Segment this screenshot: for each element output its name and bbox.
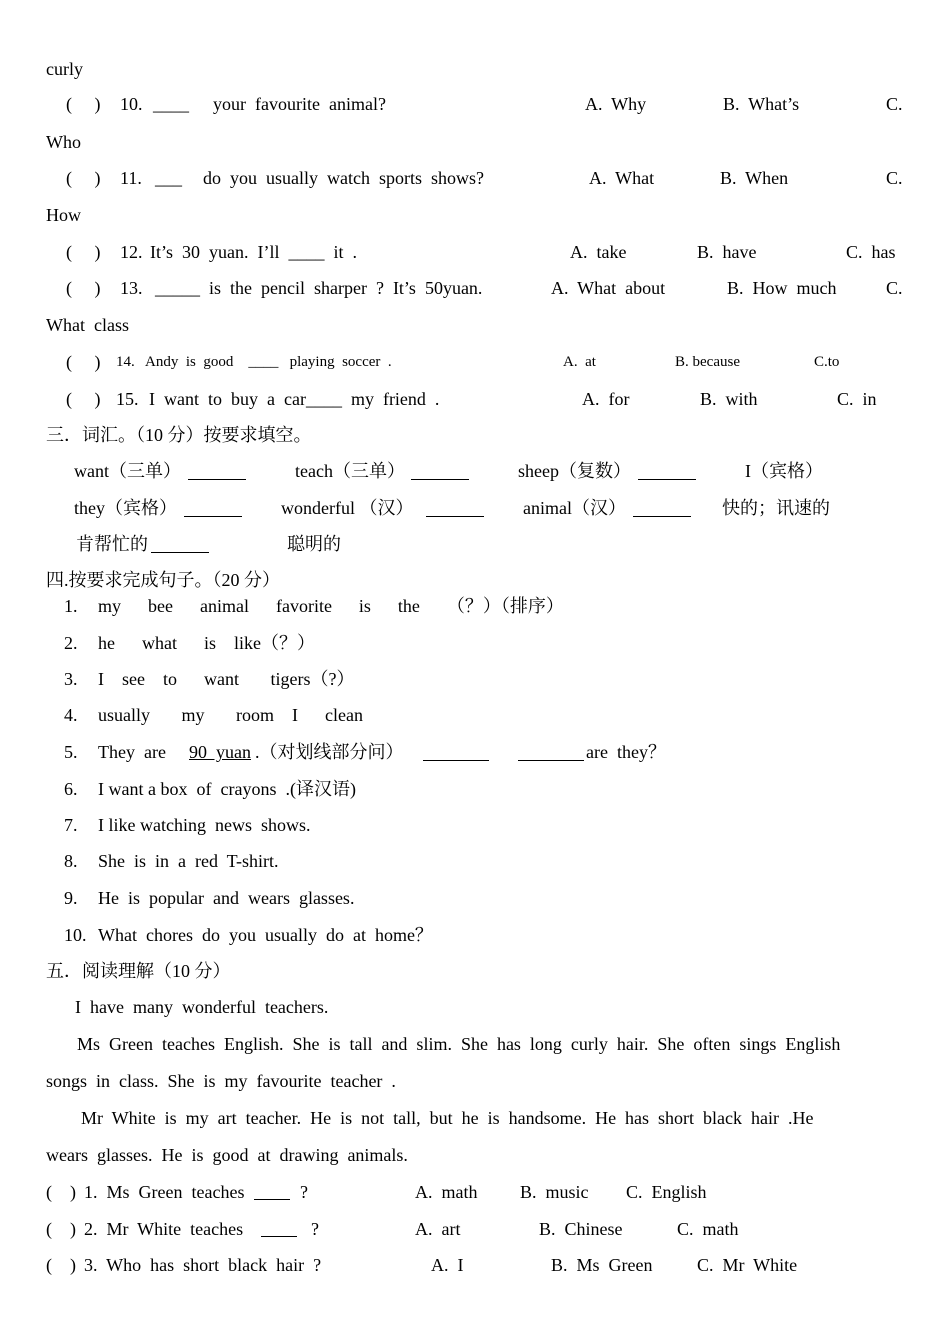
vocab-answer-blank[interactable]	[426, 516, 484, 517]
option-b: B. What’s	[723, 94, 800, 114]
answer-blank[interactable]	[254, 1199, 290, 1200]
option-c: C.	[886, 278, 903, 298]
option-a: A. math	[415, 1182, 478, 1202]
sentence-number: 1.	[64, 596, 78, 616]
option-a: A. I	[431, 1255, 464, 1275]
vocab-item: I（宾格）	[745, 461, 823, 481]
vocab-item: teach（三单）	[295, 461, 405, 481]
section-heading-reading: 五．阅读理解（10 分）	[46, 961, 231, 981]
vocab-item: 聪明的	[287, 534, 341, 554]
question-number: 15.	[116, 389, 139, 409]
underlined-part: 90 yuan	[189, 742, 251, 762]
answer-paren[interactable]: ( )	[66, 278, 101, 298]
vocab-answer-blank[interactable]	[638, 479, 696, 480]
answer-paren[interactable]: ( )	[66, 242, 101, 262]
passage-line: Mr White is my art teacher. He is not tall, but he is handsome. He has short black hair .He	[81, 1108, 814, 1128]
vocab-answer-blank[interactable]	[151, 552, 209, 553]
passage-line: Ms Green teaches English. She is tall and slim. She has long curly hair. She often sings English	[77, 1034, 841, 1054]
answer-paren[interactable]: ( )	[66, 389, 101, 409]
sentence-number: 9.	[64, 888, 78, 908]
sentence-number: 4.	[64, 705, 78, 725]
option-b: B. because	[675, 354, 740, 370]
question-blank: ___	[155, 168, 182, 188]
sentence-text: I want a box of crayons .(译汉语)	[98, 779, 356, 799]
vocab-answer-blank[interactable]	[184, 516, 242, 517]
question-end: ?	[311, 1219, 319, 1239]
answer-paren[interactable]: ( )	[46, 1255, 76, 1275]
question-number: 10.	[120, 94, 143, 114]
vocab-item: want（三单）	[74, 461, 181, 481]
answer-paren[interactable]: ( )	[46, 1219, 76, 1239]
question-stem: your favourite animal?	[213, 94, 386, 114]
option-a: A. Why	[585, 94, 647, 114]
prev-option-tail: curly	[46, 59, 83, 79]
vocab-item: wonderful （汉）	[281, 498, 414, 518]
question-stem: _____ is the pencil sharper ? It’s 50yuan.	[155, 278, 483, 298]
question-stem: 2. Mr White teaches	[84, 1219, 244, 1239]
option-c: C.	[886, 168, 903, 188]
option-b: B. have	[697, 242, 757, 262]
sentence-number: 6.	[64, 779, 78, 799]
sentence-text: he what is like（？）	[98, 633, 315, 653]
question-number: 14.	[116, 354, 135, 370]
option-b: B. When	[720, 168, 789, 188]
sentence-number: 5.	[64, 742, 78, 762]
vocab-item: sheep（复数）	[518, 461, 631, 481]
option-c: C. English	[626, 1182, 707, 1202]
option-a: A. What about	[551, 278, 666, 298]
passage-line: I have many wonderful teachers.	[75, 997, 329, 1017]
vocab-item: animal（汉）	[523, 498, 626, 518]
answer-paren[interactable]: ( )	[46, 1182, 76, 1202]
option-c: C.	[886, 94, 903, 114]
question-stem: 3. Who has short black hair ?	[84, 1255, 322, 1275]
answer-blank[interactable]	[261, 1236, 297, 1237]
sentence-text: usually my room I clean	[98, 705, 363, 725]
option-a: A. take	[570, 242, 627, 262]
sentence-text: She is in a red T-shirt.	[98, 851, 279, 871]
option-a: A. art	[415, 1219, 461, 1239]
question-blank: ____	[153, 94, 189, 114]
passage-line: wears glasses. He is good at drawing animals.	[46, 1145, 408, 1165]
sentence-text: I see to want tigers（?）	[98, 669, 355, 689]
sentence-number: 2.	[64, 633, 78, 653]
question-stem: 1. Ms Green teaches	[84, 1182, 245, 1202]
option-c-wrap: How	[46, 205, 81, 225]
option-c: C. Mr White	[697, 1255, 798, 1275]
passage-line: songs in class. She is my favourite teacher .	[46, 1071, 396, 1091]
sentence-text: What chores do you usually do at home？	[98, 925, 433, 945]
question-stem: Andy is good ____ playing soccer .	[145, 354, 392, 370]
question-end: ?	[300, 1182, 308, 1202]
option-c-wrap: Who	[46, 132, 81, 152]
option-c: C.to	[814, 354, 840, 370]
question-stem: I want to buy a car____ my friend .	[149, 389, 440, 409]
option-b: B. Chinese	[539, 1219, 623, 1239]
question-number: 11.	[120, 168, 142, 188]
vocab-item: they（宾格）	[74, 498, 177, 518]
question-stem: do you usually watch sports shows?	[203, 168, 484, 188]
question-stem: It’s 30 yuan. I’ll ____ it .	[150, 242, 357, 262]
option-b: B. music	[520, 1182, 589, 1202]
section-heading-vocab: 三．词汇。（10 分）按要求填空。	[46, 425, 312, 445]
vocab-answer-blank[interactable]	[411, 479, 469, 480]
option-b: B. How much	[727, 278, 837, 298]
option-b: B. Ms Green	[551, 1255, 653, 1275]
sentence-number: 8.	[64, 851, 78, 871]
vocab-item: 快的；讯速的	[722, 498, 830, 518]
answer-paren[interactable]: ( )	[66, 168, 101, 188]
option-c: C. math	[677, 1219, 739, 1239]
answer-paren[interactable]: ( )	[66, 94, 101, 114]
option-c: C. in	[837, 389, 877, 409]
option-c-wrap: What class	[46, 315, 129, 335]
question-number: 13.	[120, 278, 143, 298]
vocab-answer-blank[interactable]	[633, 516, 691, 517]
answer-blank[interactable]	[518, 760, 584, 761]
option-c: C. has	[846, 242, 896, 262]
option-a: A. What	[589, 168, 655, 188]
option-a: A. for	[582, 389, 630, 409]
vocab-item: 肯帮忙的	[76, 534, 148, 554]
sentence-text: He is popular and wears glasses.	[98, 888, 355, 908]
sentence-text: I like watching news shows.	[98, 815, 311, 835]
answer-paren[interactable]: ( )	[66, 352, 101, 372]
vocab-answer-blank[interactable]	[188, 479, 246, 480]
option-a: A. at	[563, 354, 596, 370]
sentence-text: They are	[98, 742, 166, 762]
sentence-text: my bee animal favorite is the （？）（排序）	[98, 596, 564, 616]
sentence-number: 10.	[64, 925, 87, 945]
option-b: B. with	[700, 389, 758, 409]
sentence-tail: are they？	[586, 742, 666, 762]
question-number: 12.	[120, 242, 143, 262]
section-heading-sentences: 四.按要求完成句子。（20 分）	[46, 570, 280, 590]
sentence-number: 3.	[64, 669, 78, 689]
sentence-number: 7.	[64, 815, 78, 835]
sentence-instruction: .（对划线部分问）	[255, 742, 404, 762]
answer-blank[interactable]	[423, 760, 489, 761]
